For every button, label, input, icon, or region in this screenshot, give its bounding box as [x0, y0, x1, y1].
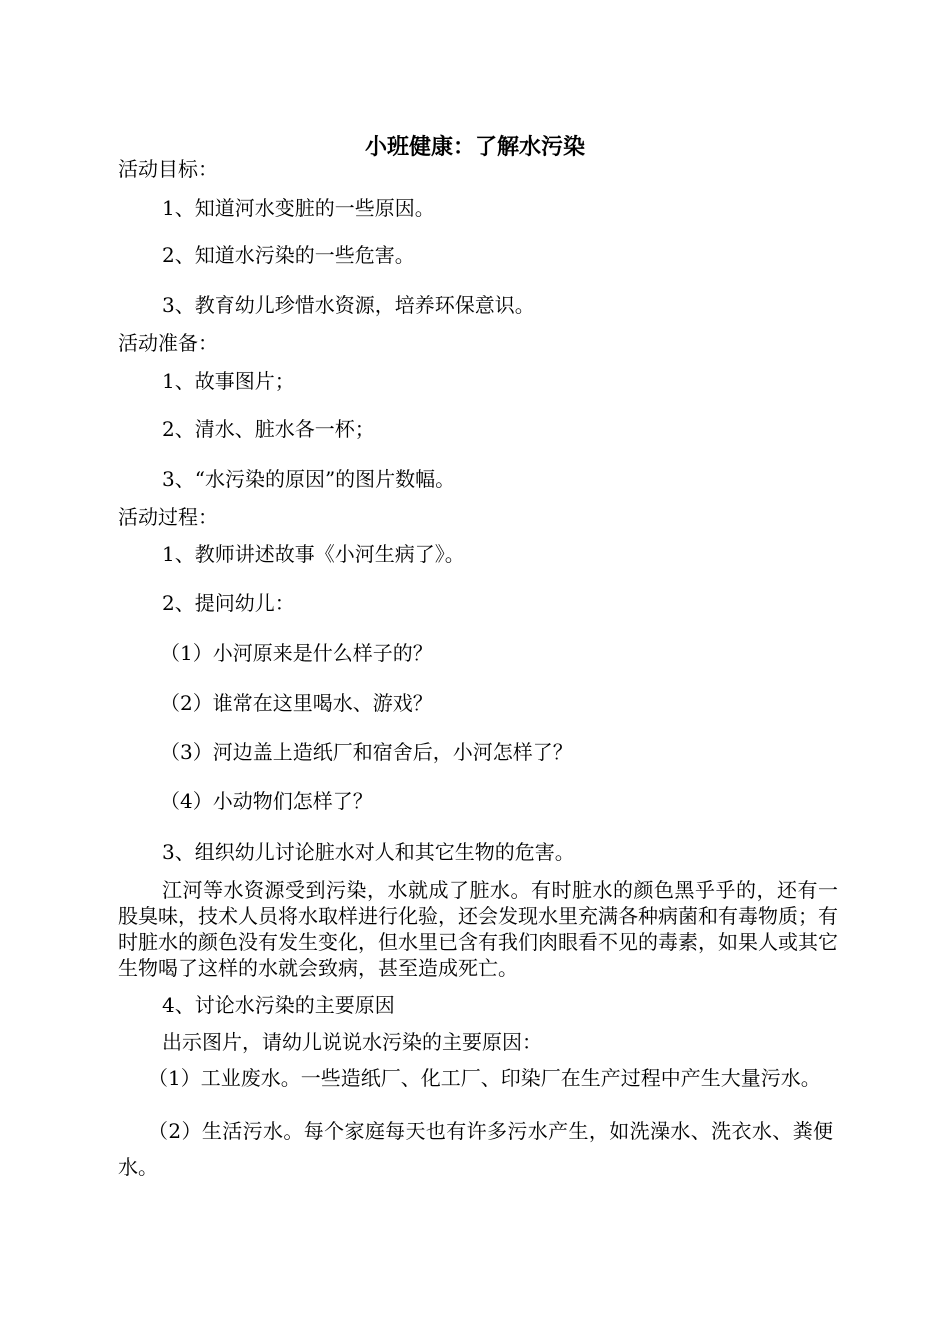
process-step: 3、组织幼儿讨论脏水对人和其它生物的危害。 [162, 840, 575, 864]
goal-item: 1、知道河水变脏的一些原因。 [162, 196, 435, 220]
cause-item: （2）生活污水。每个家庭每天也有许多污水产生，如洗澡水、洗衣水、粪便水。 [118, 1119, 833, 1179]
question-item: （1）小河原来是什么样子的？ [160, 641, 433, 665]
question-item: （4）小动物们怎样了？ [160, 789, 373, 813]
question-item: （3）河边盖上造纸厂和宿舍后，小河怎样了？ [160, 740, 573, 764]
prep-item: 3、“水污染的原因”的图片数幅。 [162, 467, 456, 491]
page-title: 小班健康：了解水污染 [364, 135, 585, 160]
cause-intro: 出示图片，请幼儿说说水污染的主要原因： [162, 1030, 542, 1054]
process-step: 1、教师讲述故事《小河生病了》。 [162, 542, 465, 566]
harm-paragraph: 江河等水资源受到污染，水就成了脏水。有时脏水的颜色黑乎乎的，还有一股臭味，技术人员将水取样进行化验，还会发现水里充满各种病菌和有毒物质；有时脏水的颜色没有发生变化，但水里已含有我们肉眼看不见的毒素，如果人或其它生物喝了这样的水就会致病，甚至造成死亡。 [118, 878, 838, 980]
prep-heading: 活动准备： [118, 331, 218, 355]
goal-item: 3、教育幼儿珍惜水资源，培养环保意识。 [162, 293, 535, 317]
prep-item: 2、清水、脏水各一杯； [162, 417, 375, 441]
process-step: 2、提问幼儿： [162, 591, 295, 615]
question-item: （2）谁常在这里喝水、游戏？ [160, 691, 433, 715]
prep-item: 1、故事图片； [162, 369, 295, 393]
cause-item: （1）工业废水。一些造纸厂、化工厂、印染厂在生产过程中产生大量污水。 [148, 1066, 821, 1090]
process-heading: 活动过程： [118, 505, 218, 529]
goals-heading: 活动目标： [118, 157, 218, 181]
process-step: 4、讨论水污染的主要原因 [162, 993, 395, 1017]
goal-item: 2、知道水污染的一些危害。 [162, 243, 415, 267]
